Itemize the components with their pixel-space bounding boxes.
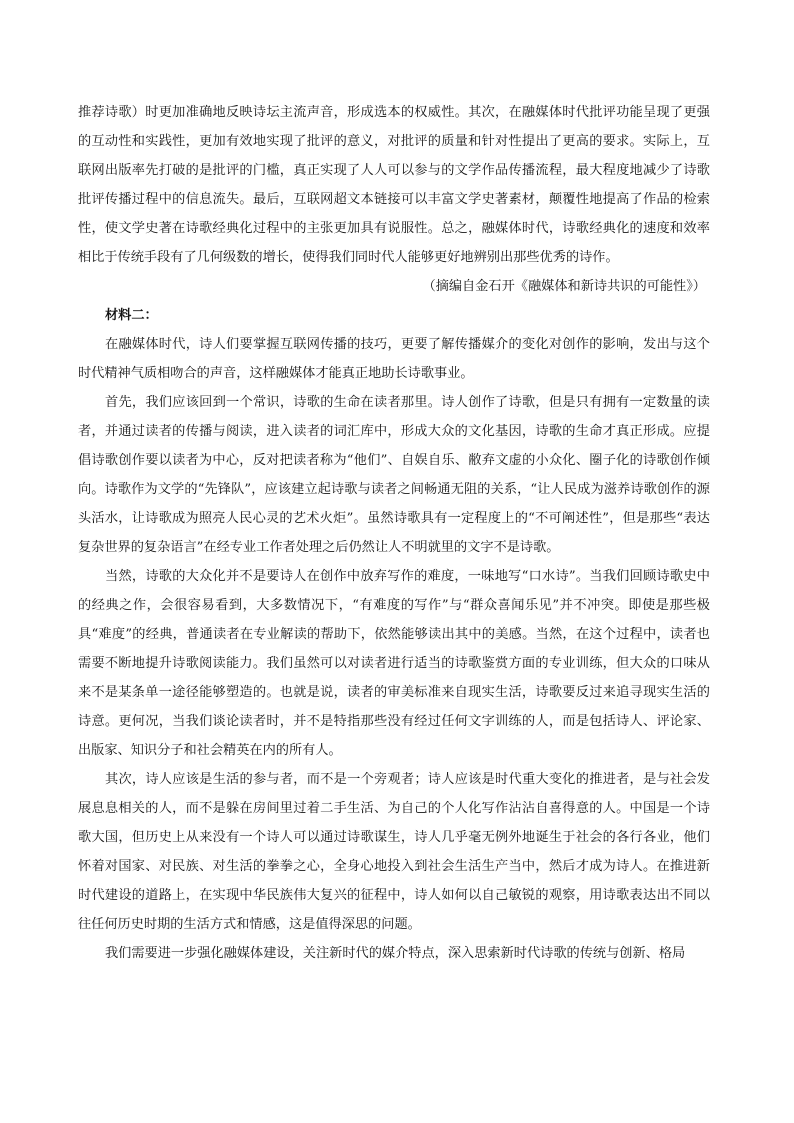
paragraph-5: 我们需要进一步强化融媒体建设，关注新时代的媒介特点，深入思索新时代诗歌的传统与创新、格局 bbox=[105, 946, 686, 961]
paragraph-4: 其次，诗人应该是生活的参与者，而不是一个旁观者；诗人应该是时代重大变化的推进者，是与社会发展息息相关的人，而不是躲在房间里过着二手生活、为自己的个人化写作沾沾自喜得意的人。中国是一个诗歌大国，但历史上从来没有一个诗人可以通过诗歌谋生，诗人几乎毫无例外地诞生于社会的各行各业，他们怀着对国家、对民族、对生活的拳拳之心，全身心地投入到社会生活生产当中，然后才成为诗人。在推进新时代建设的道路上，在实现中华民族伟大复兴的征程中，诗人如何以自己敏锐的观察，用诗歌表达出不同以往任何历史时期的生活方式和情感，这是值得深思的问题。 bbox=[78, 772, 710, 932]
paragraph-2: 首先，我们应该回到一个常识，诗歌的生命在读者那里。诗人创作了诗歌，但是只有拥有一定数量的读者，并通过读者的传播与阅读，进入读者的词汇库中，形成大众的文化基因，诗歌的生命才真正形成。应提倡诗歌创作要以读者为中心，反对把读者称为“他们”、自娱自乐、敝弃文虚的小众化、圈子化的诗歌创作倾向。诗歌作为文学的“先锋队”，应该建立起诗歌与读者之间畅通无阻的关系，“让人民成为滋养诗歌创作的源头活水，让诗歌成为照亮人民心灵的艺术火炬”。虽然诗歌具有一定程度上的“不可阐述性”，但是那些“表达复杂世界的复杂语言”在经专业工作者处理之后仍然让人不明就里的文字不是诗歌。 bbox=[78, 395, 710, 555]
source-citation: （摘编自金石开《融媒体和新诗共识的可能性》） bbox=[422, 279, 706, 294]
paragraph-3: 当然，诗歌的大众化并不是要诗人在创作中放弃写作的难度，一味地写“口水诗”。当我们回顾诗歌史中的经典之作，会很容易看到，大多数情况下，“有难度的写作”与“群众喜闻乐见”并不冲突。即使是那些极具“难度”的经典，普通读者在专业解读的帮助下，依然能够读出其中的美感。当然，在这个过程中，读者也需要不断地提升诗歌阅读能力。我们虽然可以对读者进行适当的诗歌鉴赏方面的专业训练，但大众的口味从来不是某条单一途径能够塑造的。也就是说，读者的审美标准来自现实生活，诗歌要反过来追寻现实生活的诗意。更何况，当我们谈论读者时，并不是特指那些没有经过任何文字训练的人，而是包括诗人、评论家、出版家、知识分子和社会精英在内的所有人。 bbox=[78, 569, 710, 758]
paragraph-1: 在融媒体时代，诗人们要掌握互联网传播的技巧，更要了解传播媒介的变化对创作的影响，发出与这个时代精神气质相吻合的声音，这样融媒体才能真正地助长诗歌事业。 bbox=[78, 337, 710, 381]
material-two-heading: 材料二： bbox=[105, 308, 158, 323]
paragraph-intro-continued: 推荐诗歌）时更加准确地反映诗坛主流声音，形成选本的权威性。其次，在融媒体时代批评功能呈现了更强的互动性和实践性，更加有效地实现了批评的意义，对批评的质量和针对性提出了更高的要求。实际上，互联网出版率先打破的是批评的门槛，真正实现了人人可以参与的文学作品传播流程，最大程度地减少了诗歌批评传播过程中的信息流失。最后，互联网超文本链接可以丰富文学史著素材，颠覆性地提高了作品的检索性，使文学史著在诗歌经典化过程中的主张更加具有说服性。总之，融媒体时代，诗歌经典化的速度和效率相比于传统手段有了几何级数的增长，使得我们同时代人能够更好地辨别出那些优秀的诗作。 bbox=[78, 105, 710, 265]
